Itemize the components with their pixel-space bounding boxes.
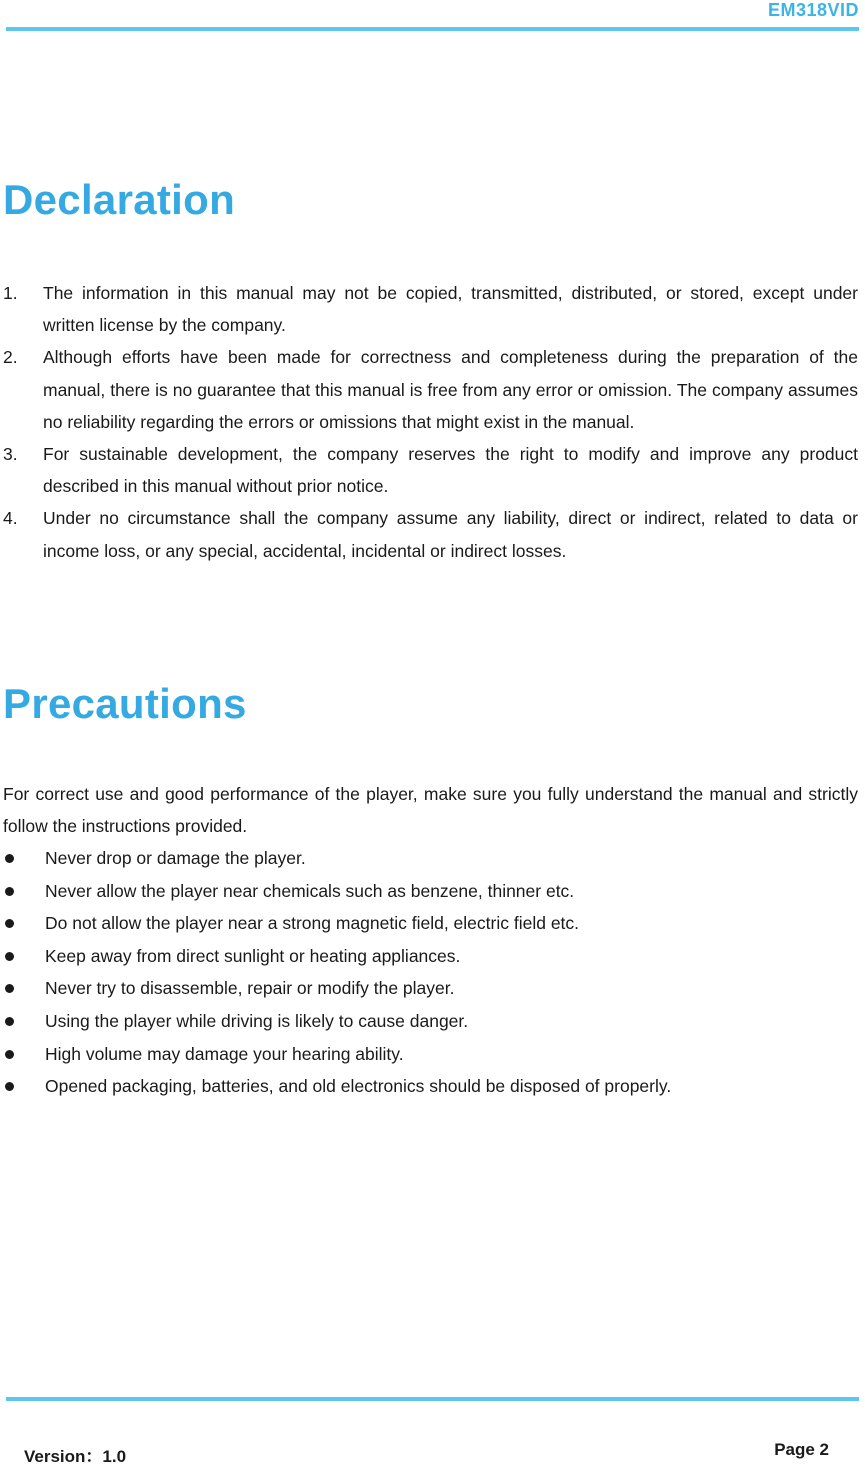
bullet-icon	[5, 952, 14, 961]
declaration-item-number: 1.	[3, 283, 18, 303]
bullet-icon	[5, 984, 14, 993]
precautions-list	[3, 842, 858, 1103]
bullet-icon	[5, 854, 14, 863]
declaration-title: Declaration	[3, 176, 236, 223]
declaration-item	[3, 341, 858, 438]
page-number: Page 2	[774, 1440, 829, 1459]
version-label: Version：1.0	[24, 1447, 127, 1466]
precaution-item-text: Do not allow the player near a strong magnetic field, electric field etc.	[45, 913, 580, 934]
precaution-item-text: Never try to disassemble, repair or modify the player.	[45, 978, 455, 999]
footer-divider	[6, 1397, 859, 1401]
declaration-item-text: Although efforts have been made for correctness and completeness during the preparation of the manual, there is no guarantee that this manual is free from any error or omission. The company assumes no reliability regarding the errors or omissions that might exist in the manual.	[43, 347, 858, 432]
bullet-icon	[5, 887, 14, 896]
declaration-item-text: For sustainable development, the company reserves the right to modify and improve any product described in this manual without prior notice.	[43, 444, 858, 497]
bullet-icon	[5, 1050, 14, 1059]
precaution-item-text: Keep away from direct sunlight or heating appliances.	[45, 945, 461, 966]
precaution-item	[3, 1038, 858, 1071]
declaration-item-number: 3.	[3, 444, 18, 465]
declaration-item	[3, 277, 858, 341]
bullet-icon	[5, 919, 14, 928]
declaration-item-text: Under no circumstance shall the company assume any liability, direct or indirect, related to data or income loss, or any special, accidental, incidental or indirect losses.	[43, 508, 858, 561]
precaution-item	[3, 907, 858, 940]
precaution-item	[3, 842, 858, 875]
precaution-item-text: Opened packaging, batteries, and old electronics should be disposed of properly.	[45, 1076, 672, 1097]
precaution-item	[3, 875, 858, 908]
precaution-item-text: Never allow the player near chemicals such as benzene, thinner etc.	[45, 880, 575, 901]
header-model-label: EM318VID	[767, 0, 859, 20]
precaution-item	[3, 972, 858, 1005]
declaration-item-number: 4.	[3, 508, 18, 529]
precautions-intro: For correct use and good performance of the player, make sure you fully understand the manual and strictly follow the instructions provided.	[3, 784, 858, 837]
declaration-item-text: The information in this manual may not be copied, transmitted, distributed, or stored, except under written license by the company.	[43, 283, 858, 336]
declaration-item	[3, 438, 858, 502]
precaution-item	[3, 1005, 858, 1038]
precaution-item-text: Never drop or damage the player.	[45, 848, 306, 868]
declaration-list	[3, 277, 858, 567]
bullet-icon	[5, 1082, 14, 1091]
declaration-item-number: 2.	[3, 347, 18, 368]
header-divider	[6, 27, 859, 31]
precaution-item	[3, 1070, 858, 1103]
bullet-icon	[5, 1017, 14, 1026]
declaration-item	[3, 502, 858, 566]
precautions-title: Precautions	[3, 680, 247, 727]
precaution-item	[3, 940, 858, 973]
precaution-item-text: Using the player while driving is likely to cause danger.	[45, 1010, 469, 1031]
precaution-item-text: High volume may damage your hearing ability.	[45, 1043, 404, 1064]
